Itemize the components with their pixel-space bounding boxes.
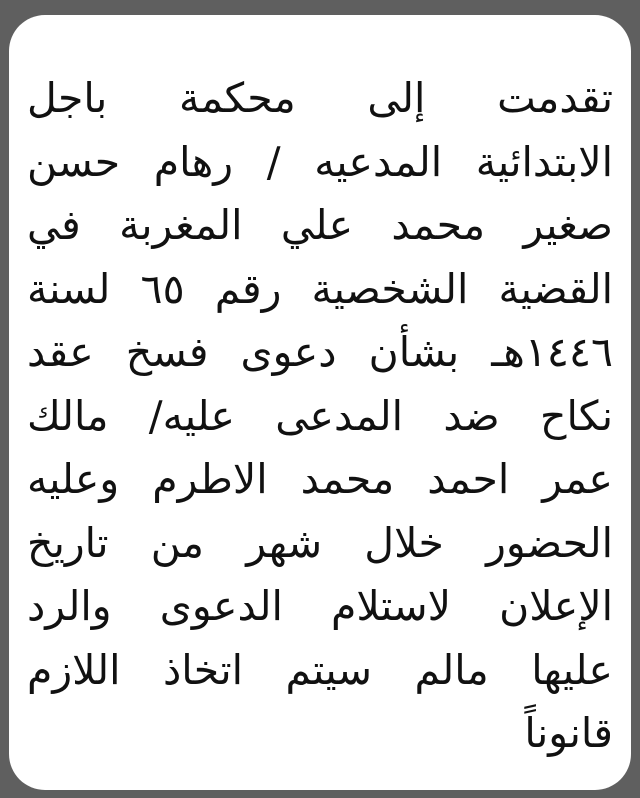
notice-line-3: صغير محمد علي المغربة في bbox=[27, 201, 613, 249]
notice-text bbox=[27, 67, 613, 766]
notice-line-8: الحضور خلال شهر من تاريخ bbox=[27, 518, 613, 567]
notice-line-7: عمر احمد محمد الاطرم وعليه bbox=[27, 455, 613, 503]
notice-line-1: تقدمت إلى محكمة باجل bbox=[27, 74, 613, 122]
notice-card bbox=[9, 15, 631, 790]
notice-line-10: عليها مالم سيتم اتخاذ اللازم bbox=[27, 645, 613, 694]
notice-line-5: ١٤٤٦هـ بشأن دعوى فسخ عقد bbox=[27, 328, 613, 376]
notice-line-2: الابتدائية المدعيه / رهام حسن bbox=[27, 137, 613, 186]
notice-line-11: قانوناً bbox=[524, 709, 613, 757]
notice-line-9: الإعلان لاستلام الدعوى والرد bbox=[27, 582, 613, 630]
notice-line-6: نكاح ضد المدعى عليه/ مالك bbox=[27, 391, 613, 440]
notice-line-4: القضية الشخصية رقم ٦٥ لسنة bbox=[27, 264, 613, 313]
